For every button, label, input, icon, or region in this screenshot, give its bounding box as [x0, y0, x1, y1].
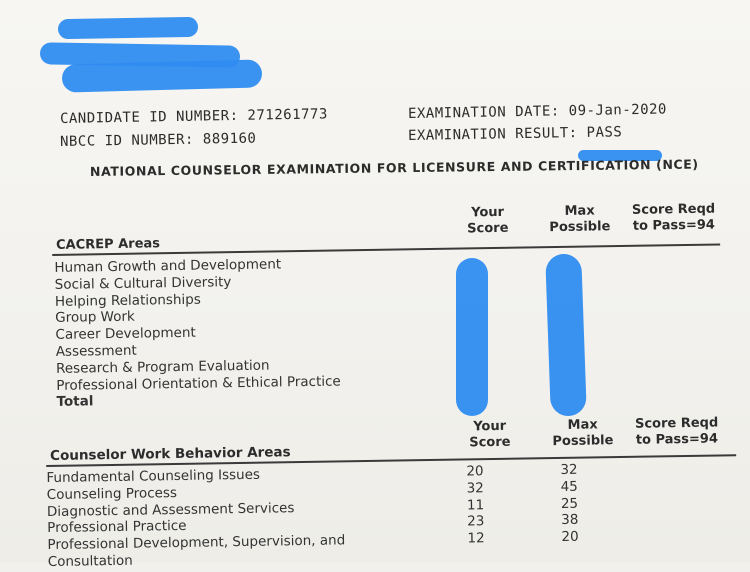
cacrep-your-score-header: Your Score: [467, 204, 509, 237]
work-table: [46, 461, 648, 571]
nbcc-id-value: 889160: [202, 130, 257, 148]
table-cell-score: 32: [466, 479, 484, 497]
cacrep-total-label: Total: [56, 393, 94, 411]
cacrep-max-header: Max Possible: [549, 203, 611, 236]
table-cell-area: Professional Development, Supervision, and: [47, 532, 346, 554]
list-item: Helping Relationships: [54, 291, 201, 310]
nbcc-id-label: NBCC ID NUMBER:: [59, 131, 195, 150]
exam-result-value: PASS: [586, 124, 623, 141]
candidate-id-label: CANDIDATE ID NUMBER:: [59, 107, 239, 127]
list-item: Career Development: [55, 324, 196, 344]
cacrep-required-header: Score Reqd to Pass=94: [631, 201, 716, 234]
list-item: Human Growth and Development: [54, 256, 282, 276]
work-required-header: Score Reqd to Pass=94: [634, 415, 719, 448]
table-cell-area: Fundamental Counseling Issues: [46, 466, 261, 487]
table-cell-score: 11: [466, 496, 485, 514]
table-cell-area: Counseling Process: [46, 484, 178, 503]
exam-result-label: EXAMINATION RESULT:: [407, 125, 578, 144]
list-item: Professional Orientation & Ethical Practice: [56, 373, 341, 394]
table-cell-score: 12: [467, 530, 485, 547]
table-cell-max: 25: [560, 495, 579, 512]
table-cell-score: 23: [467, 513, 485, 530]
list-item: Group Work: [55, 309, 135, 327]
table-cell-max: 45: [560, 478, 578, 495]
work-your-score-header: Your Score: [469, 418, 511, 451]
table-cell-max: 38: [561, 512, 579, 529]
work-max-header: Max Possible: [552, 417, 614, 450]
exam-date-value: 09-Jan-2020: [568, 101, 668, 120]
list-item: Assessment: [55, 342, 137, 360]
candidate-id-value: 271261773: [247, 106, 328, 124]
exam-date-label: EXAMINATION DATE:: [407, 103, 560, 122]
report-title: NATIONAL COUNSELOR EXAMINATION FOR LICENSURE AND CERTIFICATION (NCE): [89, 156, 699, 179]
table-cell-max: 20: [561, 528, 579, 546]
table-cell-area: Diagnostic and Assessment Services: [46, 499, 295, 520]
table-cell-area: Consultation: [47, 552, 133, 571]
table-cell-max: 32: [560, 461, 578, 478]
list-item: Social & Cultural Diversity: [54, 273, 232, 293]
table-cell-area: Professional Practice: [47, 518, 187, 537]
cacrep-title: CACREP Areas: [55, 236, 161, 253]
list-item: Research & Program Evaluation: [55, 357, 270, 377]
table-cell-score: 20: [466, 463, 484, 480]
work-title: Counselor Work Behavior Areas: [49, 444, 291, 464]
